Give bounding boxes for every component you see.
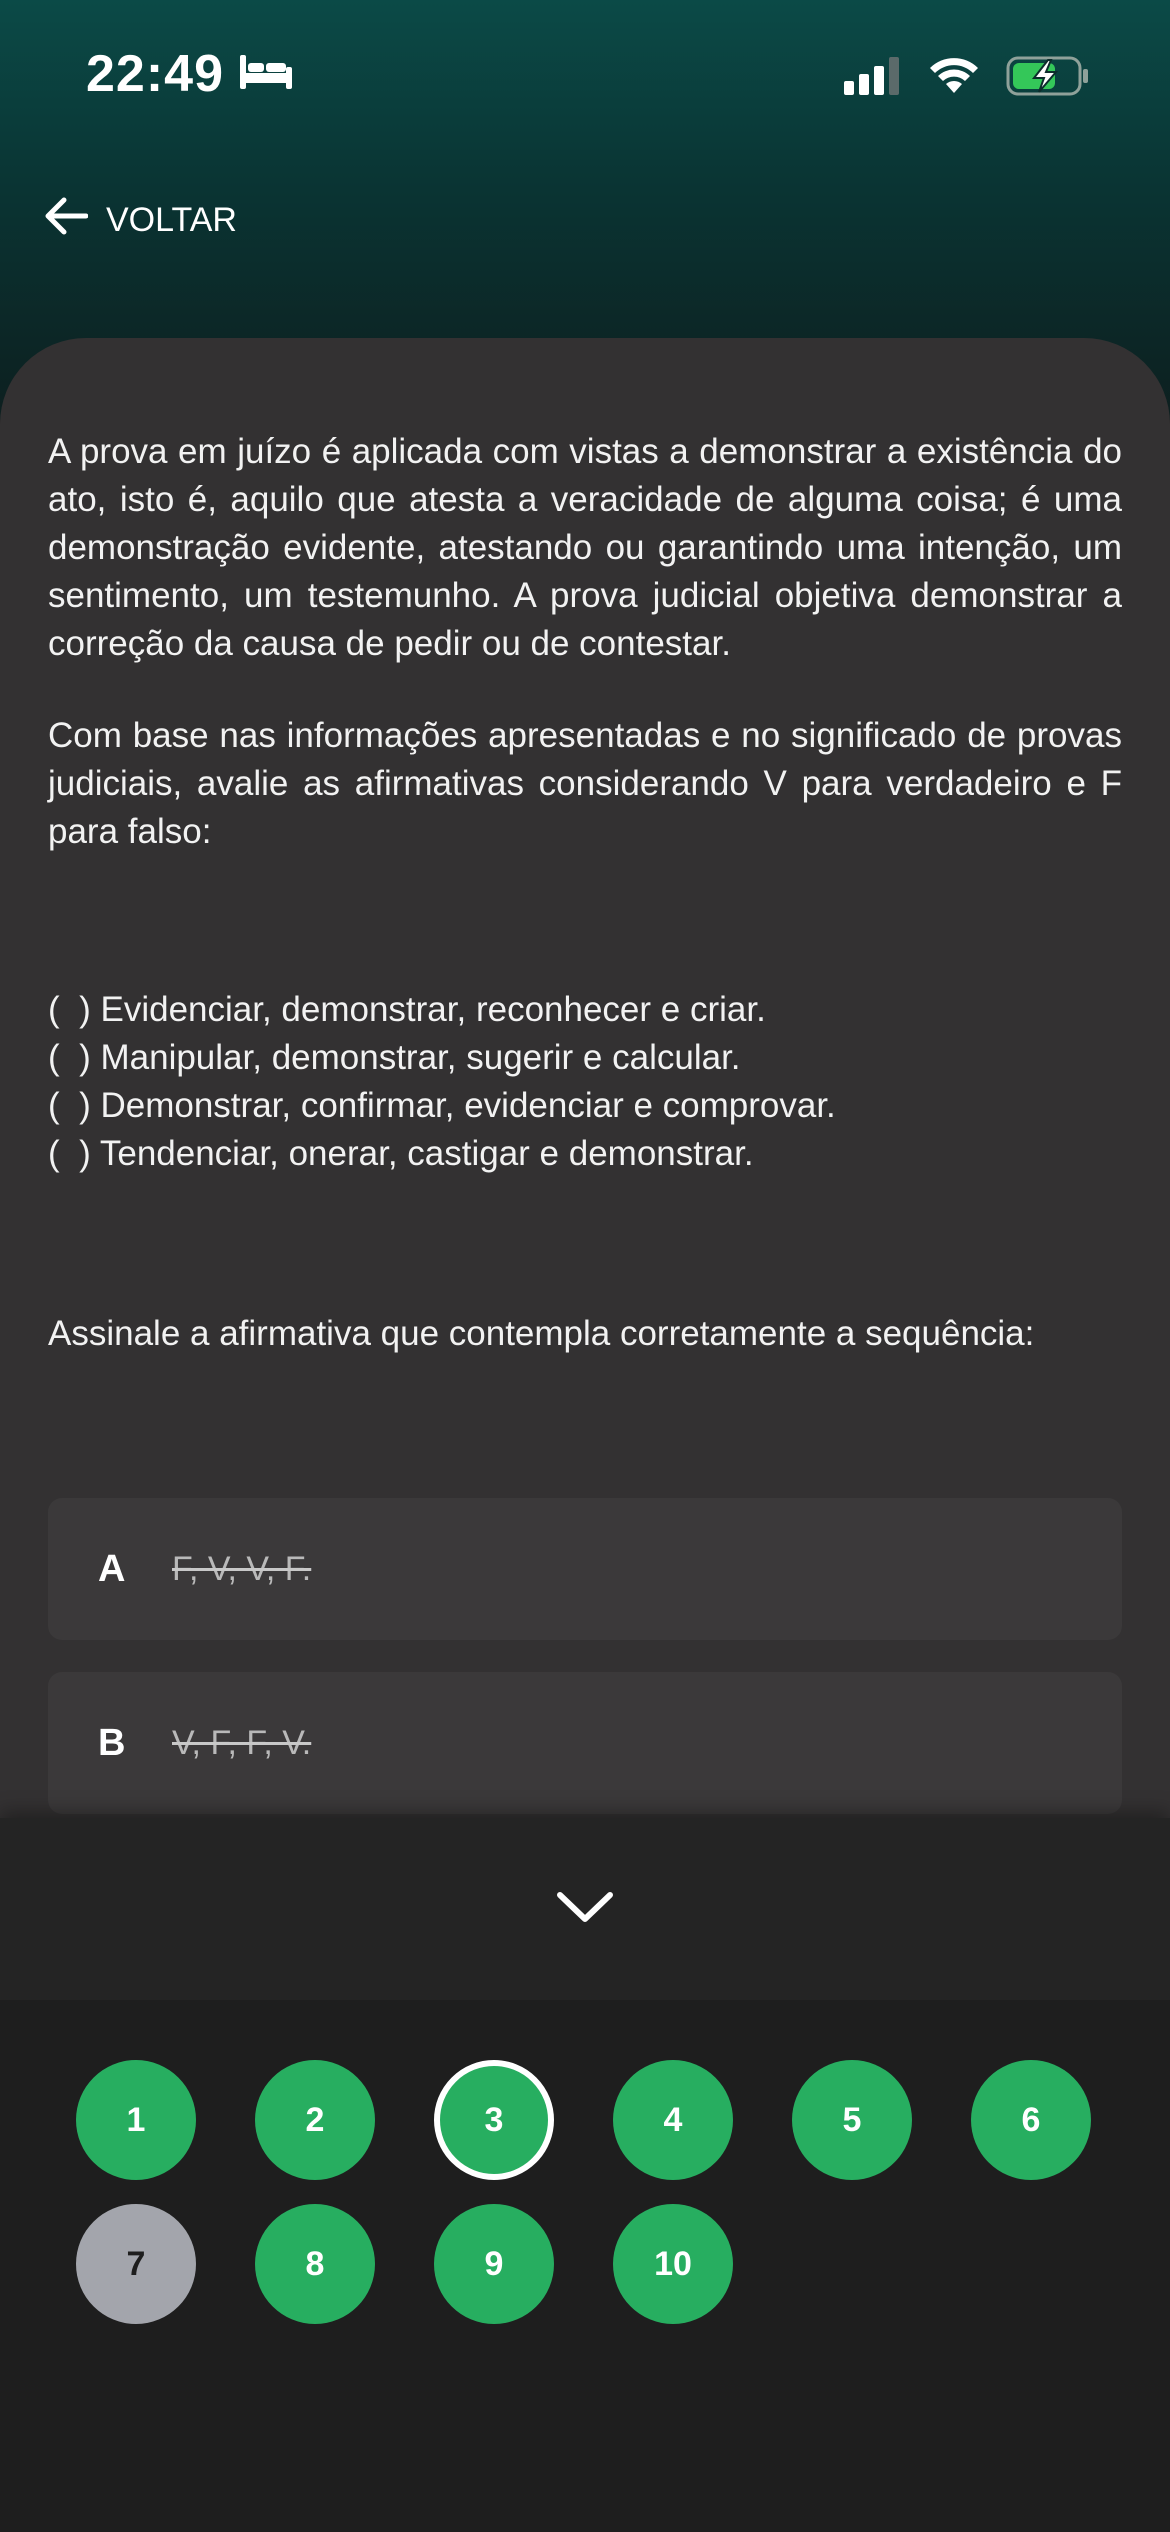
back-button[interactable] (42, 196, 237, 245)
option-letter: A (98, 1547, 126, 1590)
question-button-2[interactable]: 2 (255, 2060, 375, 2180)
question-button-10[interactable]: 10 (613, 2204, 733, 2324)
arrow-left-icon (42, 196, 88, 245)
statement-item: ( ) Evidenciar, demonstrar, reconhecer e criar. (48, 990, 766, 1029)
question-number-grid (76, 2060, 1106, 2324)
status-time: 22:49 (86, 45, 224, 103)
statement-item: ( ) Manipular, demonstrar, sugerir e calcular. (48, 1038, 741, 1077)
collapse-navigator-button[interactable] (540, 1864, 630, 1954)
cellular-signal-icon (844, 57, 902, 100)
statements-list (48, 986, 1122, 1178)
question-button-1[interactable]: 1 (76, 2060, 196, 2180)
question-button-7[interactable]: 7 (76, 2204, 196, 2324)
battery-charging-icon (1006, 56, 1090, 101)
answer-option-a[interactable] (48, 1498, 1122, 1640)
question-button-6[interactable]: 6 (971, 2060, 1091, 2180)
question-button-5[interactable]: 5 (792, 2060, 912, 2180)
question-paragraph-2: Com base nas informações apresentadas e no significado de provas judiciais, avalie as afirmativas considerando V para verdadeiro e F para falso: (48, 716, 1122, 851)
status-bar-time (86, 44, 294, 104)
question-content (48, 428, 1122, 1358)
question-instruction: Assinale a afirmativa que contempla corretamente a sequência: (48, 1314, 1035, 1353)
wifi-icon (928, 57, 980, 100)
option-text: F, V, V, F. (172, 1549, 312, 1588)
chevron-down-icon (555, 1889, 615, 1930)
status-icons (844, 56, 1090, 101)
option-letter: B (98, 1721, 126, 1764)
navigator-header (0, 1818, 1170, 2000)
statement-item: ( ) Demonstrar, confirmar, evidenciar e comprovar. (48, 1086, 836, 1125)
question-button-4[interactable]: 4 (613, 2060, 733, 2180)
question-paragraph-1: A prova em juízo é aplicada com vistas a demonstrar a existência do ato, isto é, aquilo que atesta a veracidade de alguma coisa; é uma demonstração evidente, atestando ou garantindo uma intenção, um sentimento, um testemunho. A prova judicial objetiva demonstrar a correção da causa de pedir ou de contestar. (48, 432, 1122, 663)
back-label: VOLTAR (106, 201, 237, 239)
answer-option-b[interactable] (48, 1672, 1122, 1814)
question-navigator-panel (0, 1818, 1170, 2532)
question-button-9[interactable]: 9 (434, 2204, 554, 2324)
question-button-8[interactable]: 8 (255, 2204, 375, 2324)
statement-item: ( ) Tendenciar, onerar, castigar e demonstrar. (48, 1134, 754, 1173)
option-text: V, F, F, V. (172, 1723, 312, 1762)
question-button-3-current[interactable]: 3 (434, 2060, 554, 2180)
bed-icon (238, 44, 294, 104)
